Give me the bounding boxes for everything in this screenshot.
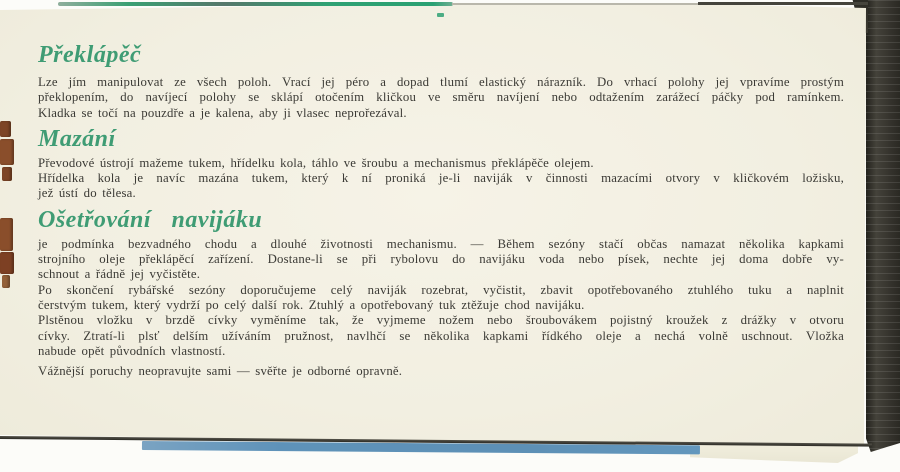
- paragraph: [38, 171, 844, 202]
- paragraph: [38, 364, 844, 379]
- book-binding-dark-edge: [866, 0, 900, 452]
- underlying-page-edge: [690, 444, 858, 463]
- text-line: překlopením, do navíjecí polohy se sklápí otočením kličkou ve směru navíjení nebo odtažením zarážecí páčky pod ramínkem.: [38, 90, 844, 105]
- text-line: je podmínka bezvadného chodu a dlouhé životnosti mechanismu. — Během sezóny stačí občas namazat několika kapkami: [38, 236, 844, 251]
- text-line: Plstěnou vložku v brzdě cívky vyměníme tak, že vyjmeme nožem nebo šroubovákem pojistný kroužek z drážky v otvoru: [38, 313, 844, 328]
- text-line: Po skončení rybářské sezóny doporučujeme celý naviják rozebrat, vyčistit, zbavit opotřebovaného ztuhlého tuku a naplnit: [38, 282, 844, 297]
- text-line: schnout a řádně jej vyčistěte.: [38, 267, 201, 282]
- text-line: Lze jím manipulovat ze všech poloh. Vrací jej péro a dopad tlumí elastický nárazník. Do vrhací polohy jej vpravíme prostým: [38, 75, 844, 89]
- rust-stain: [2, 167, 12, 181]
- text-line: strojního oleje překlápěcí zařízení. Dostane-li se při rybolovu do navijáku voda nebo písek, nechte jej doma dobře vy-: [38, 252, 844, 267]
- section-heading-mazani: Mazání: [38, 125, 116, 152]
- page-content: [38, 0, 844, 379]
- text-line: Kladka se točí na pouzdře a je kalena, aby ji vlasec neprořezával.: [38, 105, 407, 120]
- section-heading-osetrovani-navijaku: Ošetřování navijáku: [38, 206, 263, 233]
- text-line: jež ústí do tělesa.: [38, 186, 136, 201]
- paragraph: [38, 313, 844, 359]
- text-line: cívky. Ztratí-li plsť delším užíváním pružnost, navlhčí se několika kapkami řídkého oleje a nechá volně uschnout. Vložka: [38, 328, 844, 343]
- text-line: Převodové ústrojí mažeme tukem, hřídelku kola, táhlo ve šroubu a mechanismus překlápěče olejem.: [38, 155, 594, 170]
- rust-stain: [0, 252, 14, 274]
- rust-stain: [0, 121, 11, 137]
- rust-stain: [0, 218, 13, 251]
- paragraph: [38, 75, 844, 121]
- rust-stain: [2, 275, 10, 288]
- section-heading-preklapec: Překlápěč: [38, 42, 142, 68]
- paragraph: [38, 156, 844, 171]
- text-line: Hřídelka kola je navíc mazána tukem, který k ní proniká je-li naviják v činnosti mazacími otvory v kličkovém ložisku,: [38, 171, 844, 186]
- paragraph: [38, 237, 844, 283]
- text-line: nabude opět původních vlastností.: [38, 343, 226, 358]
- paragraph: [38, 283, 844, 314]
- text-line: čerstvým tukem, který vydrží po celý další rok. Ztuhlý a opotřebovaný tuk ztěžuje chod navijáku.: [38, 297, 585, 312]
- rust-stain: [0, 139, 14, 165]
- text-line: Vážnější poruchy neopravujte sami — svěřte je odborné opravně.: [38, 364, 403, 379]
